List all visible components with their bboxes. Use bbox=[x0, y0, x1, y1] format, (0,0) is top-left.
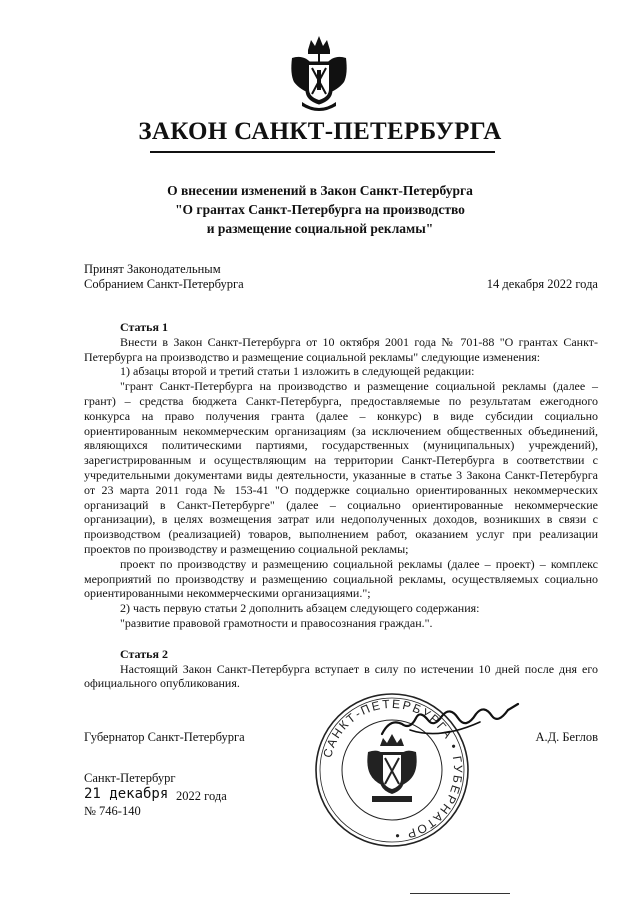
law-type-title: ЗАКОН САНКТ-ПЕТЕРБУРГА bbox=[138, 118, 502, 145]
law-title-line: и размещение социальной рекламы" bbox=[206, 221, 434, 236]
stamp-arc-text: САНКТ-ПЕТЕРБУРГА • ГУБЕРНАТОР • bbox=[320, 696, 466, 844]
footer-divider bbox=[410, 893, 510, 894]
adoption-date: 14 декабря 2022 года bbox=[486, 277, 598, 291]
signing-city: Санкт-Петербург bbox=[84, 771, 176, 785]
law-title-line: "О грантах Санкт-Петербурга на производство bbox=[175, 202, 465, 217]
article-paragraph: "грант Санкт-Петербурга на производство и размещение социальной рекламы (далее – грант) – средства бюджета Санкт-Петербурга, предоставляемые по результатам ежегодного конкурса на право получения гранта (далее – конкурс) в виде субсидии социально ориентированным некоммерческим организациям (за исключением общественных объединений, являющихся политическими партиями, государственных (муниципальных) учреждений), зарегистрированным и осуществляющим на территории Санкт-Петербурга в соответствии с учредительными документами виды деятельности, указанные в статье 3 Закона Санкт-Петербурга от 23 марта 2011 года № 153-41 "О поддержке социально ориентированных некоммерческих организаций в Санкт-Петербурге" (далее – социально ориентированные некоммерческие организации), в целях возмещения затрат или недополученных доходов, возникших в связи с производством (реализацией) товаров, выполнением работ, оказанием услуг при реализации проектов по производству и размещению социальной рекламы; bbox=[84, 379, 598, 556]
handwritten-signature bbox=[380, 700, 520, 750]
coat-of-arms-icon bbox=[284, 34, 354, 116]
law-body bbox=[84, 320, 598, 691]
spacer bbox=[84, 631, 598, 647]
article-paragraph: Настоящий Закон Санкт-Петербурга вступает в силу по истечении 10 дней после дня его официального опубликования. bbox=[84, 661, 598, 691]
article-paragraph: проект по производству и размещению социальной рекламы (далее – проект) – комплекс мероприятий по производству и размещению социальной рекламы, осуществляемых социально ориентированными некоммерческими организациями."; bbox=[84, 556, 598, 601]
signatory-name: А.Д. Беглов bbox=[535, 730, 598, 744]
adoption-line: Принят Законодательным bbox=[84, 262, 221, 276]
adoption-line: Собранием Санкт-Петербурга bbox=[84, 277, 244, 291]
signing-day-month: 21 декабря bbox=[84, 786, 169, 802]
title-underline bbox=[150, 151, 495, 153]
article-paragraph: 2) часть первую статьи 2 дополнить абзацем следующего содержания: bbox=[120, 601, 480, 616]
article-paragraph: Внести в Закон Санкт-Петербурга от 10 октября 2001 года № 701-88 "О грантах Санкт-Петербурга на производство и размещение социальной рекламы" следующие изменения: bbox=[84, 334, 598, 364]
signing-year: 2022 года bbox=[176, 789, 227, 803]
law-title-line: О внесении изменений в Закон Санкт-Петербурга bbox=[167, 183, 473, 198]
article-heading: Статья 2 bbox=[120, 646, 168, 661]
article-paragraph: 1) абзацы второй и третий статьи 1 изложить в следующей редакции: bbox=[120, 364, 475, 379]
article-paragraph: "развитие правовой грамотности и правосознания граждан.". bbox=[120, 615, 433, 630]
signatory-position: Губернатор Санкт-Петербурга bbox=[84, 730, 245, 744]
adoption-block bbox=[84, 262, 244, 292]
article-heading: Статья 1 bbox=[120, 320, 168, 334]
law-number: № 746-140 bbox=[84, 804, 141, 818]
law-title bbox=[100, 181, 540, 238]
